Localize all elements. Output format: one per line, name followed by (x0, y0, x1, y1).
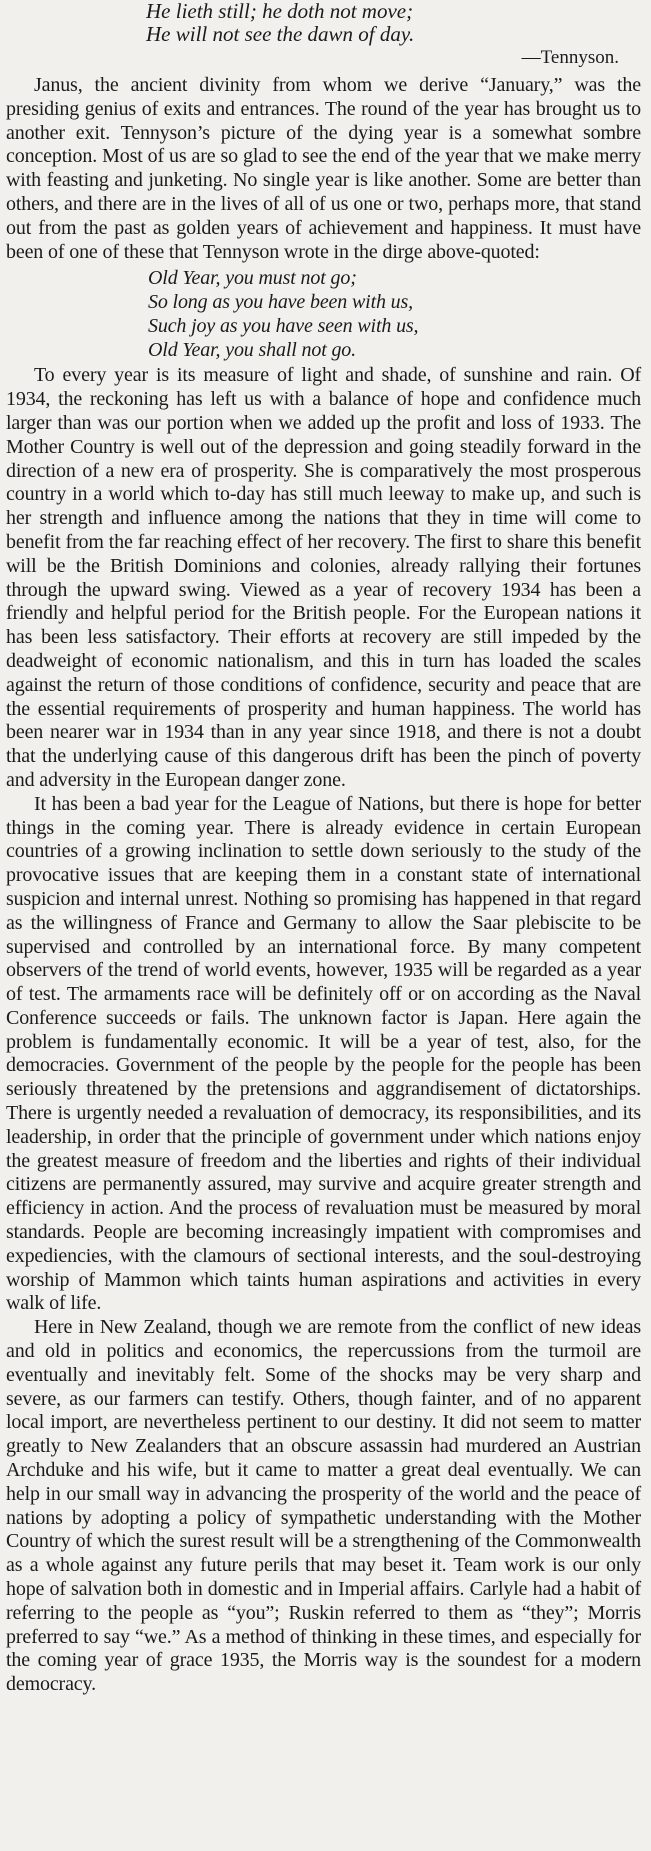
epigraph-line: He lieth still; he doth not move; (146, 0, 414, 23)
verse-line: So long as you have been with us, (148, 291, 414, 314)
paragraph-1934-review: To every year is its measure of light and shade, of sunshine and rain. Of 1934, the reckoning has left us with a balance of hope and confidence much larger than was our portion when we added up the profit and loss of 1933. The Mother Country is well out of the depression and going steadily forward in the direction of a new era of prosperity. She is comparatively the most prosperous country in a world which to-day has still much leeway to make up, and such is her strength and influence among the nations that they in time will come to benefit from the far reaching effect of her recovery. The first to share this benefit will be the British Dominions and colonies, already rallying their fortunes through the upward swing. Viewed as a year of recovery 1934 has been a friendly and helpful period for the British people. For the European nations it has been less satisfactory. Their efforts at recovery are still impeded by the deadweight of economic nationalism, and this in turn has loaded the scales against the return of those conditions of confidence, security and peace that are the essential requirements of prosperity and human happiness. The world has been nearer war in 1934 than in any year since 1918, and there is not a doubt that the underlying cause of this dangerous drift has been the pinch of poverty and adversity in the European danger zone. (6, 364, 641, 791)
verse-line: Old Year, you shall not go. (148, 339, 357, 362)
verse-quote (6, 266, 641, 362)
verse-line: Old Year, you must not go; (148, 267, 357, 290)
paragraph-league-of-nations: It has been a bad year for the League of Nations, but there is hope for better things in the coming year. There is already evidence in certain European countries of a growing inclination to settle down seriously to the study of the provocative issues that are keeping them in a constant state of international suspicion and internal unrest. Nothing so promising has happened in that regard as the willingness of France and Germany to allow the Saar plebiscite to be supervised and controlled by an international force. By many competent observers of the trend of world events, however, 1935 will be regarded as a year of test. The armaments race will be definitely off or on according as the Naval Conference succeeds or fails. The unknown factor is Japan. Here again the problem is fundamentally economic. It will be a year of test, also, for the democracies. Government of the people by the people for the people has been seriously threatened by the pretensions and aggrandisement of dictatorships. There is urgently needed a revaluation of democracy, its responsibilities, and its leadership, in order that the principle of government under which nations enjoy the greatest measure of freedom and the liberties and rights of their individual citizens are permanently assured, may survive and acquire greater strength and efficiency in action. And the process of revaluation must be measured by moral standards. People are becoming increasingly impatient with compromises and expediencies, with the clamours of sectional interests, and the soul-destroying worship of Mammon which taints human aspirations and activities in every walk of life. (6, 792, 641, 1315)
paragraph-new-zealand: Here in New Zealand, though we are remote from the conflict of new ideas and old in politics and economics, the repercussions from the turmoil are eventually and inevitably felt. Some of the shocks may be very sharp and severe, as our farmers can testify. Others, though fainter, and of no apparent local import, are nevertheless pertinent to our destiny. It did not seem to matter greatly to New Zealanders that an obscure assassin had murdered an Austrian Archduke and his wife, but it came to matter a great deal eventually. We can help in our small way in advancing the prosperity of the world and the peace of nations by adopting a policy of sympathetic understanding with the Mother Country of which the surest result will be a strengthening of the Commonwealth as a whole against any future perils that may beset it. Team work is our only hope of salvation both in domestic and in Imperial affairs. Carlyle had a habit of referring to the people as “you”; Ruskin referred to them as “they”; Morris preferred to say “we.” As a method of thinking in these times, and especially for the coming year of grace 1935, the Morris way is the soundest for a modern democracy. (6, 1316, 641, 1696)
epigraph (6, 0, 641, 46)
verse-line: Such joy as you have seen with us, (148, 315, 419, 338)
article-body (6, 74, 641, 1697)
paragraph-janus: Janus, the ancient divinity from whom we derive “January,” was the presiding genius of exits and entrances. The round of the year has brought us to another exit. Tennyson’s picture of the dying year is a somewhat sombre conception. Most of us are so glad to see the end of the year that we make merry with feasting and junketing. No single year is like another. Some are better than others, and there are in the lives of all of us one or two, perhaps more, that stand out from the past as golden years of achievement and happiness. It must have been of one of these that Tennyson wrote in the dirge above-quoted: (6, 74, 641, 263)
epigraph-attribution: —Tennyson. (521, 47, 619, 68)
epigraph-line: He will not see the dawn of day. (146, 22, 415, 46)
